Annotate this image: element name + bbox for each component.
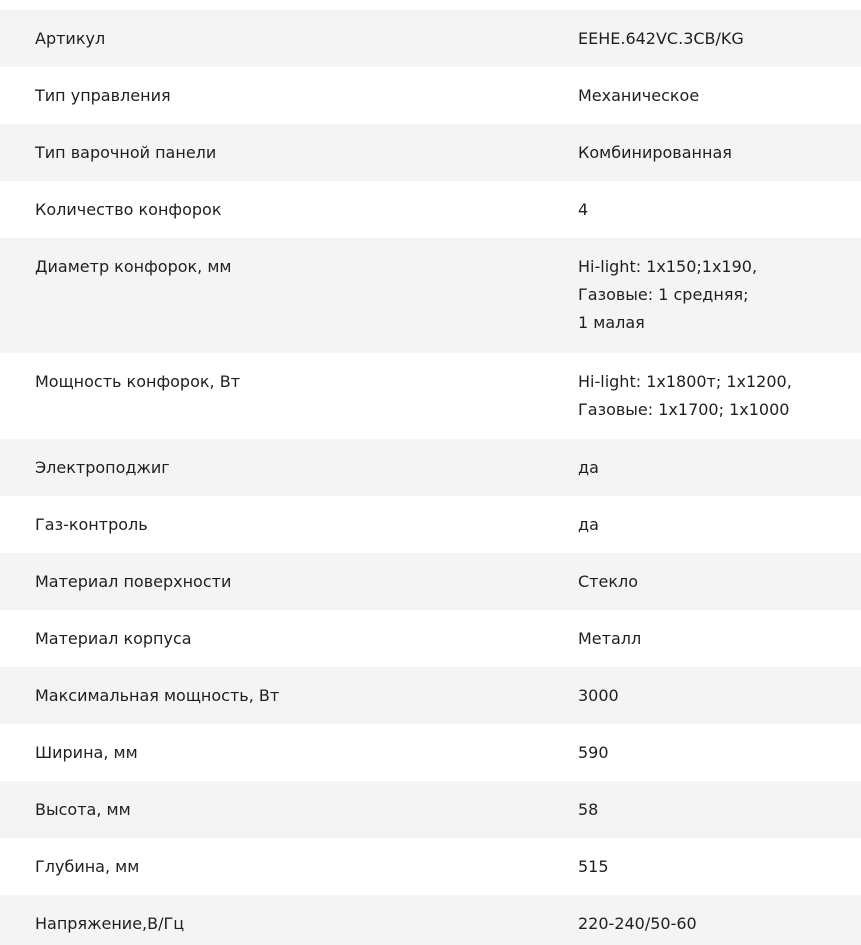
- spec-value: [578, 724, 861, 767]
- spec-value-line: 3000: [578, 686, 619, 705]
- spec-value-line: 515: [578, 857, 609, 876]
- spec-label: Максимальная мощность, Вт: [35, 686, 280, 705]
- spec-value: [578, 496, 861, 539]
- spec-value-line: да: [578, 515, 599, 534]
- spec-value-line: да: [578, 458, 599, 477]
- spec-row-max-power: [0, 667, 861, 724]
- spec-row-surface-material: [0, 553, 861, 610]
- spec-row-burner-power: [0, 353, 861, 439]
- spec-value: [578, 838, 861, 881]
- spec-value: [578, 553, 861, 596]
- spec-row-article: [0, 10, 861, 67]
- spec-value: [578, 181, 861, 224]
- spec-label: Тип варочной панели: [35, 143, 217, 162]
- spec-value-line: Металл: [578, 629, 642, 648]
- spec-value: [578, 439, 861, 482]
- spec-label: Ширина, мм: [35, 743, 138, 762]
- spec-value-line: Hi-light: 1x150;1x190,: [578, 257, 758, 276]
- spec-value-line: Газовые: 1x1700; 1x1000: [578, 400, 790, 419]
- spec-value: [578, 124, 861, 167]
- spec-label: Глубина, мм: [35, 857, 140, 876]
- spec-label: Материал поверхности: [35, 572, 232, 591]
- spec-label: Напряжение,В/Гц: [35, 914, 185, 933]
- spec-value: [578, 238, 861, 337]
- spec-row-height: [0, 781, 861, 838]
- spec-label: Газ-контроль: [35, 515, 148, 534]
- spec-value-line: Комбинированная: [578, 143, 732, 162]
- spec-row-control-type: [0, 67, 861, 124]
- spec-row-width: [0, 724, 861, 781]
- spec-row-gas-control: [0, 496, 861, 553]
- spec-label: Тип управления: [35, 86, 171, 105]
- spec-value: [578, 353, 861, 424]
- spec-label: Диаметр конфорок, мм: [35, 257, 232, 276]
- spec-value-line: 58: [578, 800, 599, 819]
- spec-value: [578, 67, 861, 110]
- spec-value-line: Механическое: [578, 86, 700, 105]
- spec-label: Материал корпуса: [35, 629, 192, 648]
- spec-row-depth: [0, 838, 861, 895]
- spec-value-line: Hi-light: 1x1800т; 1x1200,: [578, 372, 792, 391]
- spec-value-line: EEHE.642VC.3CB/KG: [578, 29, 744, 48]
- spec-value-line: 590: [578, 743, 609, 762]
- spec-row-burner-diameter: [0, 238, 861, 353]
- spec-value-line: 1 малая: [578, 313, 645, 332]
- spec-row-electric-ignition: [0, 439, 861, 496]
- spec-label: Количество конфорок: [35, 200, 222, 219]
- spec-value-line: 220-240/50-60: [578, 914, 697, 933]
- spec-row-voltage: [0, 895, 861, 945]
- spec-value-line: Стекло: [578, 572, 639, 591]
- spec-value-line: 4: [578, 200, 589, 219]
- spec-label: Артикул: [35, 29, 106, 48]
- spec-value: [578, 667, 861, 710]
- spec-value-line: Газовые: 1 средняя;: [578, 285, 749, 304]
- spec-value: [578, 10, 861, 53]
- spec-label: Мощность конфорок, Вт: [35, 372, 241, 391]
- spec-label: Электроподжиг: [35, 458, 170, 477]
- spec-row-burner-count: [0, 181, 861, 238]
- spec-row-body-material: [0, 610, 861, 667]
- spec-row-hob-type: [0, 124, 861, 181]
- spec-value: [578, 895, 861, 938]
- spec-value: [578, 610, 861, 653]
- spec-value: [578, 781, 861, 824]
- spec-label: Высота, мм: [35, 800, 131, 819]
